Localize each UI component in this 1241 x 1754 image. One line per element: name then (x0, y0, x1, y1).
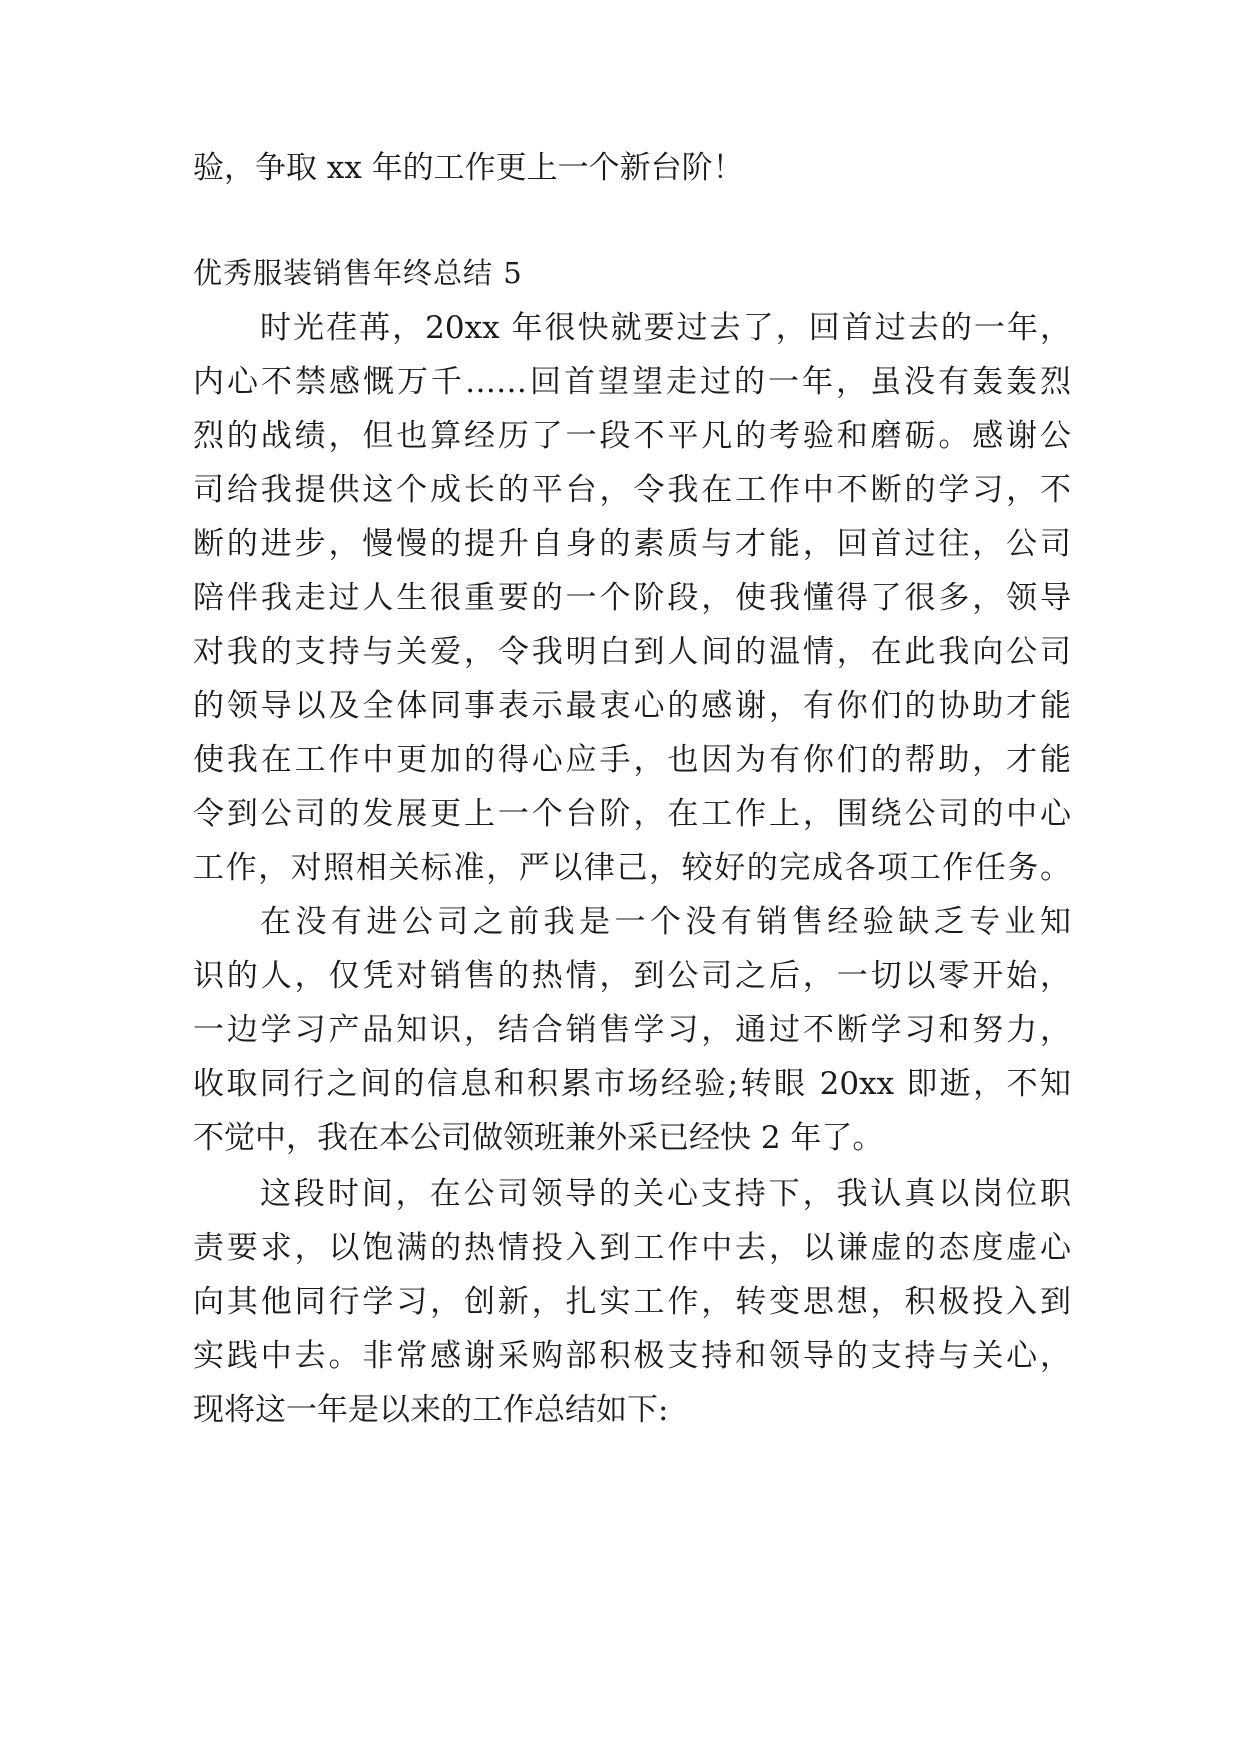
paragraph-line: 断的进步，慢慢的提升自身的素质与才能，回首过往，公司 (193, 526, 1071, 562)
paragraph-line: 这段时间，在公司领导的关心支持下，我认真以岗位职 (260, 1176, 1071, 1212)
paragraph-line: 识的人，仅凭对销售的热情，到公司之后，一切以零开始， (193, 958, 1071, 994)
paragraph-line: 司给我提供这个成长的平台，令我在工作中不断的学习，不 (193, 472, 1071, 508)
paragraph-line: 现将这一年是以来的工作总结如下: (193, 1392, 669, 1428)
paragraph-line: 实践中去。非常感谢采购部积极支持和领导的支持与关心， (193, 1338, 1071, 1374)
paragraph-line: 内心不禁感慨万千……回首望望走过的一年，虽没有轰轰烈 (193, 364, 1071, 400)
paragraph-line: 使我在工作中更加的得心应手，也因为有你们的帮助，才能 (193, 742, 1071, 778)
paragraph-line: 在没有进公司之前我是一个没有销售经验缺乏专业知 (260, 904, 1071, 940)
paragraph-line: 一边学习产品知识，结合销售学习，通过不断学习和努力， (193, 1012, 1071, 1048)
paragraph-line: 收取同行之间的信息和积累市场经验;转眼 20xx 即逝，不知 (193, 1066, 1071, 1102)
continuation-line: 验，争取 xx 年的工作更上一个新台阶！ (193, 150, 744, 186)
paragraph-line: 向其他同行学习，创新，扎实工作，转变思想，积极投入到 (193, 1284, 1071, 1320)
paragraph-line: 时光荏苒，20xx 年很快就要过去了，回首过去的一年， (260, 310, 1071, 346)
paragraph-line: 烈的战绩，但也算经历了一段不平凡的考验和磨砺。感谢公 (193, 418, 1071, 454)
paragraph-line: 对我的支持与关爱，令我明白到人间的温情，在此我向公司 (193, 634, 1071, 670)
paragraph-line: 责要求，以饱满的热情投入到工作中去，以谦虚的态度虚心 (193, 1230, 1071, 1266)
paragraph-line: 工作，对照相关标准，严以律己，较好的完成各项工作任务。 (193, 850, 1071, 886)
paragraph-line: 陪伴我走过人生很重要的一个阶段，使我懂得了很多，领导 (193, 580, 1071, 616)
section-title: 优秀服装销售年终总结 5 (193, 256, 523, 290)
paragraph-line: 不觉中，我在本公司做领班兼外采已经快 2 年了。 (193, 1120, 884, 1156)
paragraph-line: 的领导以及全体同事表示最衷心的感谢，有你们的协助才能 (193, 688, 1071, 724)
paragraph-line: 令到公司的发展更上一个台阶，在工作上，围绕公司的中心 (193, 796, 1071, 832)
